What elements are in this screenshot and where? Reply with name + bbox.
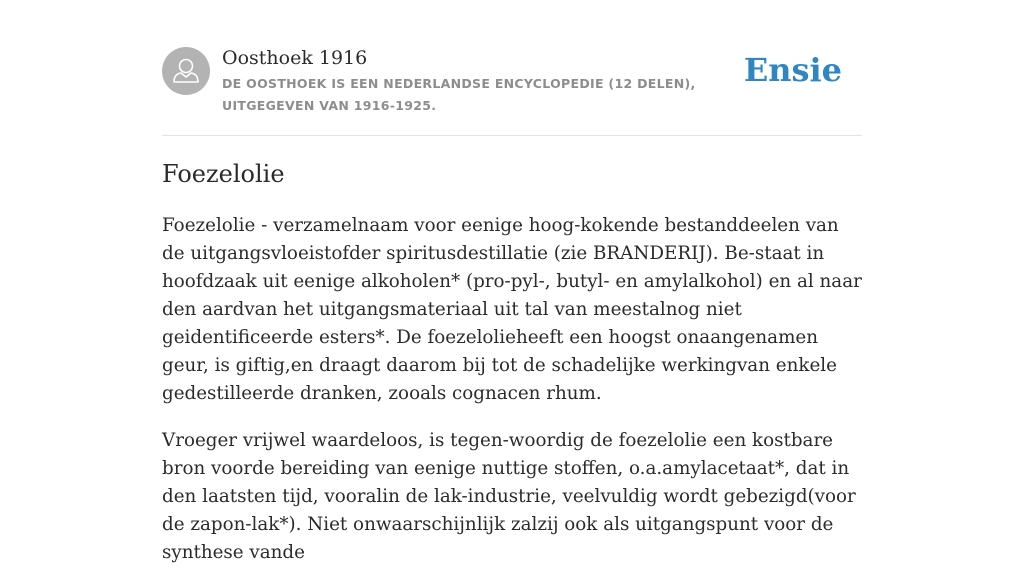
- source-header: [162, 46, 862, 116]
- user-icon: [162, 47, 210, 95]
- ensie-logo[interactable]: Ensie: [743, 51, 842, 89]
- header-divider: [162, 135, 862, 136]
- source-avatar[interactable]: [162, 47, 210, 95]
- source-title[interactable]: Oosthoek 1916: [222, 47, 368, 69]
- article-body: [162, 212, 864, 586]
- article-paragraph: Vroeger vrijwel waardeloos, is tegen-woordig de foezelolie een kostbare bron voorde bereiding van eenige nuttige stoffen, o.a.amylacetaat*, dat in den laatsten tijd, vooralin de lak-industrie, veelvuldig wordt gebezigd(voor de zapon-lak*). Niet onwaarschijnlijk zalzij ook als uitgangspunt voor de synthese vande: [162, 430, 856, 563]
- article-title: Foezelolie: [162, 160, 285, 188]
- source-description: DE OOSTHOEK IS EEN NEDERLANDSE ENCYCLOPEDIE (12 DELEN), UITGEGEVEN VAN 1916-1925.: [222, 76, 696, 113]
- article-paragraph: Foezelolie - verzamelnaam voor eenige hoog-kokende bestanddeelen van de uitgangsvloeistofder spiritusdestillatie (zie BRANDERIJ). Be-staat in hoofdzaak uit eenige alkoholen* (pro-pyl-, butyl- en amylalkohol) en al naar den aardvan het uitgangsmateriaal uit tal van meestalnog niet geidentificeerde esters*. De foezelolieheeft een hoogst onaangenamen geur, is giftig,en draagt daarom bij tot de schadelijke werkingvan enkele gedestilleerde dranken, zooals cognacen rhum.: [162, 215, 862, 404]
